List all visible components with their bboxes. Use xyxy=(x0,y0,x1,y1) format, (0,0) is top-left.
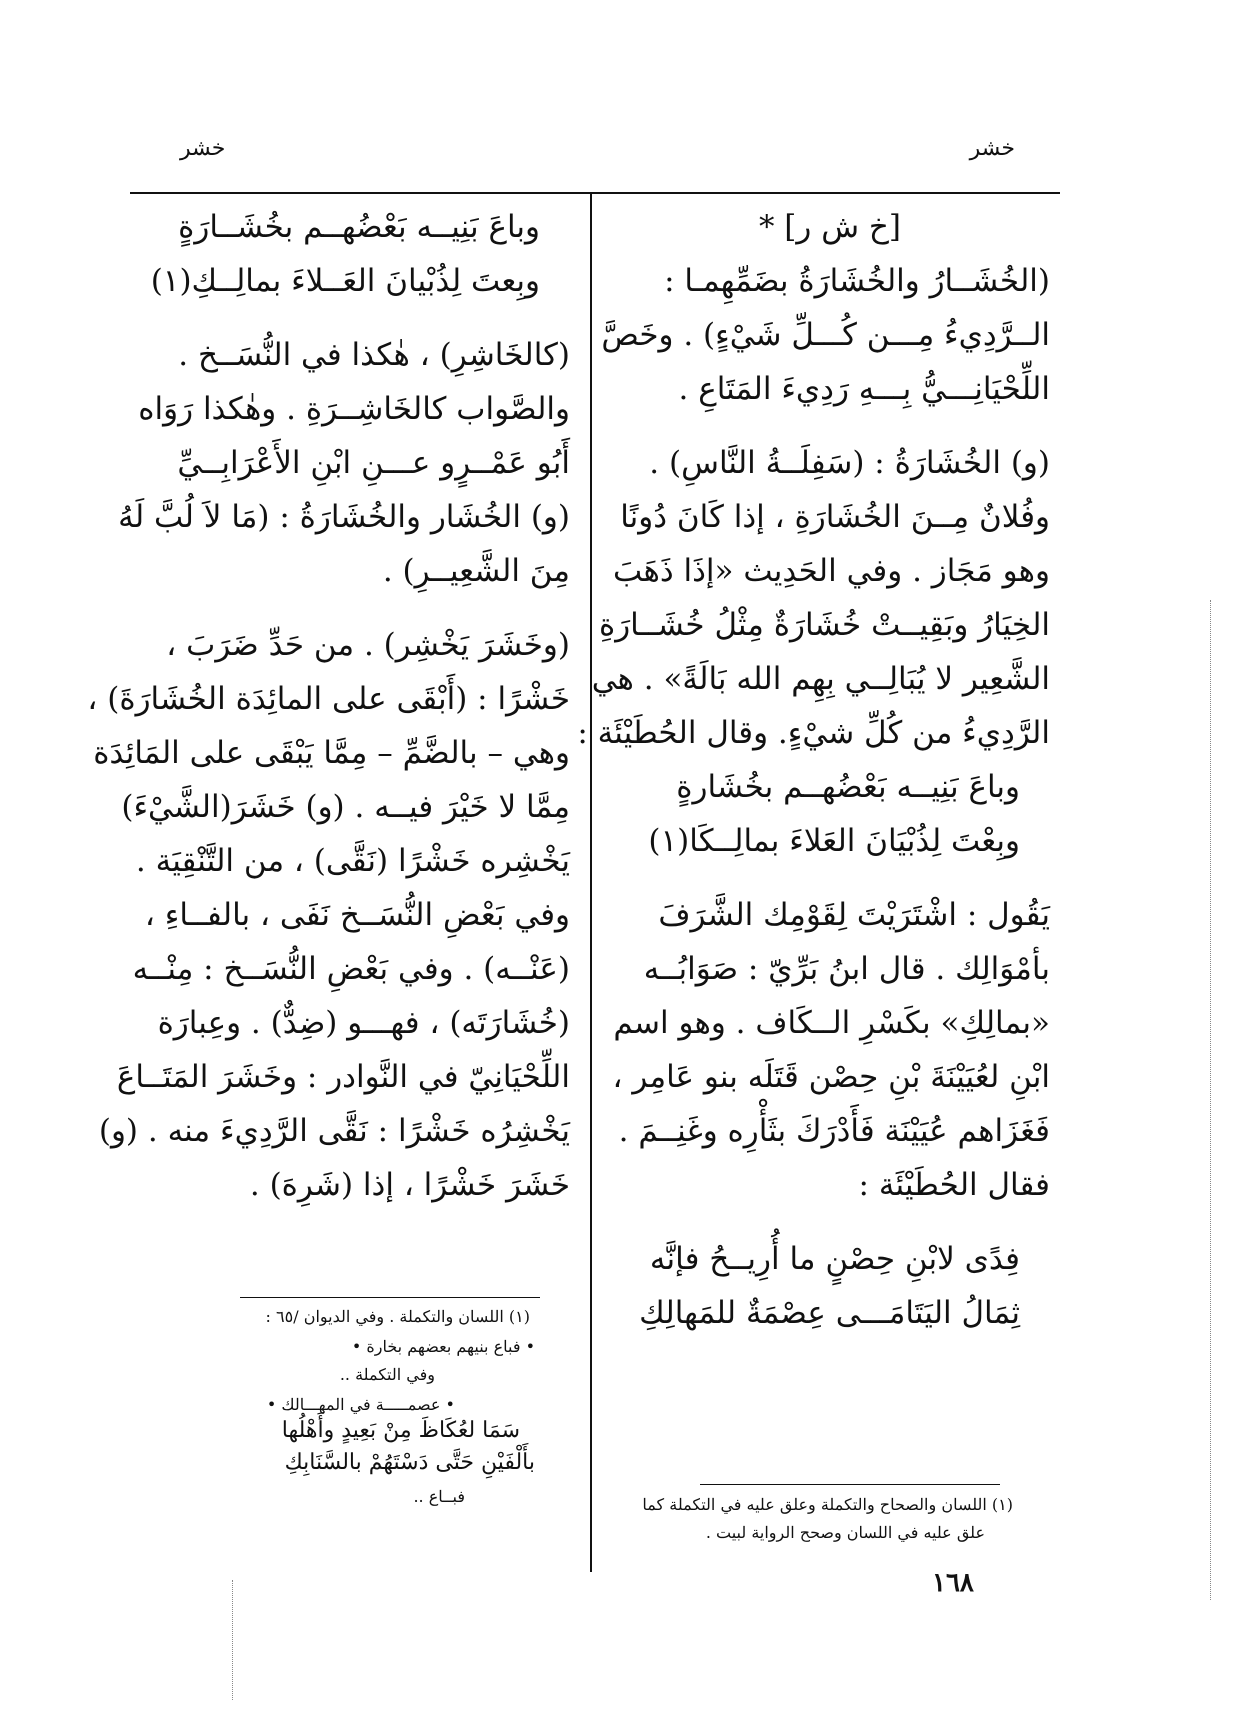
scan-artifact xyxy=(1210,600,1212,1600)
text-line: يَخْشِره خَشْرًا (نَقَّى) ، من التَّنْقِيَة . xyxy=(135,843,570,879)
footnote-left-line: بأَلْفَيْنِ حَتَّى دَسْتَهُمْ بالسَّنَابِكِ xyxy=(284,1450,535,1475)
text-line: خَشَرَ خَشْرًا ، إذا (شَرِهَ) . xyxy=(249,1167,570,1203)
text-line: فقال الحُطَيْئَة : xyxy=(858,1167,1050,1203)
text-line: (و) الخُشَارَةُ : (سَفِلَــةُ النَّاسِ) . xyxy=(649,445,1050,481)
text-line: وفُلانٌ مِــنَ الخُشَارَةِ ، إذا كَانَ دُونًا xyxy=(620,499,1050,535)
text-line: الرَّدِيءُ من كُلِّ شيْءٍ. وقال الحُطَيْئَة : xyxy=(577,715,1050,751)
header-rule xyxy=(130,192,1060,194)
text-line: وفي بَعْضِ النُّسَــخ نَفَى ، بالفــاءِ ، xyxy=(144,897,570,933)
column-divider xyxy=(590,192,592,1572)
text-line: (و) الخُشَار والخُشَارَةُ : (مَا لاَ لُبَّ لَهُ xyxy=(118,499,570,535)
text-line: وهي – بالضَّمِّ – مِمَّا يَبْقَى على المَائِدَة xyxy=(93,735,570,771)
text-line: (وخَشَرَ يَخْشِر) . من حَدِّ ضَرَبَ ، xyxy=(166,627,570,663)
text-line: الــرَّدِيءُ مِـــن كُـــلِّ شَيْءٍ) . وخَصَّ xyxy=(601,317,1050,353)
text-line: وهو مَجَاز . وفي الحَدِيث «إذَا ذَهَبَ xyxy=(613,553,1050,589)
footnote-left-line: سَمَا لعُكَاظَ مِنْ بَعِيدٍ وأَهْلُها xyxy=(281,1418,520,1443)
text-line: (الخُشَــارُ والخُشَارَةُ بضَمِّهِمـا : xyxy=(664,263,1050,299)
text-line: (عَنْــه) . وفي بَعْضِ النُّسَــخ : مِنْــه xyxy=(132,951,570,987)
footnote-rule-right xyxy=(700,1484,1000,1485)
verse-line: ثِمَالُ اليَتَامَـــى عِصْمَةٌ للمَهالِكِ xyxy=(639,1295,1020,1331)
text-line: يَقُول : اشْتَرَيْتَ لِقَوْمِك الشَّرَفَ xyxy=(658,897,1050,933)
right-column xyxy=(577,200,1050,1340)
footnote-left-line: (١) اللسان والتكملة . وفي الديوان /٦٥ : xyxy=(265,1307,530,1326)
footnote-right-line: علق عليه في اللسان وصحح الرواية لبيت . xyxy=(705,1523,985,1542)
footnote-left-line: • فباع بنيهم بعضهم بخارة • xyxy=(351,1337,535,1356)
text-line: (خُشَارَتَه) ، فهـــو (ضِدٌّ) . وعِبارَة xyxy=(157,1005,570,1041)
verse-line: وباعَ بَنِيــه بَعْضُهــم بخُشَارةٍ xyxy=(676,769,1020,805)
footnote-left-line: وفي التكملة .. xyxy=(339,1365,435,1384)
text-line: اللِّحْيَانِـــيُّ بِـــهِ رَدِيءَ المَتَاعِ . xyxy=(678,371,1050,407)
paragraph-gap xyxy=(110,598,570,618)
page-number: ١٦٨ xyxy=(932,1568,974,1598)
verse-line: فِدًى لابْنِ حِصْنٍ ما أُرِيــحُ فإنَّه xyxy=(649,1241,1020,1277)
paragraph-gap xyxy=(110,308,570,328)
text-line: يَخْشِرُه خَشْرًا : نَقَّى الرَّدِيءَ منه . (و) xyxy=(98,1113,570,1149)
text-line: مِنَ الشَّعِيــرِ) . xyxy=(382,553,570,589)
text-line: والصَّواب كالخَاشِــرَةِ . وهٰكذا رَوَاه xyxy=(138,391,570,427)
text-line: الشَّعِير لا يُبَالِــي بِهِم الله بَالَةً» . هي xyxy=(591,661,1050,697)
text-line: بأمْوَالِك . قال ابنُ بَرِّيّ : صَوَابُــه xyxy=(643,951,1050,987)
entry-head: [خ ش ر] * xyxy=(758,209,902,245)
text-line: (كالخَاشِرِ) ، هٰكذا في النُّسَــخ . xyxy=(178,337,570,373)
text-line: خَشْرًا : (أَبْقَى على المائِدَة الخُشَارَةَ) ، xyxy=(87,681,570,717)
text-line: أَبُو عَمْــرٍو عـــنِ ابْنِ الأَعْرَابِــيِّ xyxy=(177,445,570,481)
paragraph-gap xyxy=(610,1212,1050,1232)
text-line: الخِيَارُ وبَقِيــتْ خُشَارَةٌ مِثْلُ خُشَــارَةِ xyxy=(598,607,1050,643)
text-line: اللِّحْيَانِيّ في النَّوادر : وخَشَرَ المَتَــاعَ xyxy=(116,1059,570,1095)
verse-line: وبِعتَ لِذُبْيانَ العَــلاءَ بمالِــكِ(١) xyxy=(150,263,540,299)
left-column xyxy=(87,200,570,1212)
paragraph-gap xyxy=(610,416,1050,436)
paragraph-gap xyxy=(610,868,1050,888)
text-line: ابْنِ لعُيَيْنَةَ بْنِ حِصْن قَتَلَه بنو عَامِر ، xyxy=(612,1059,1050,1095)
text-line: «بمالِكِ» بكَسْرِ الــكَاف . وهو اسم xyxy=(613,1005,1050,1041)
text-line: فَغَزَاهم عُيَيْنَة فَأَدْرَكَ بثَأْرِه وغَنِــمَ . xyxy=(618,1113,1050,1149)
text-line: مِمَّا لا خَيْرَ فيــه . (و) خَشَرَ(الشَّيْءَ) xyxy=(121,789,570,825)
footnote-rule-left xyxy=(240,1297,540,1298)
running-header-left: خشر xyxy=(180,136,226,161)
verse-line: وباعَ بَنِيــه بَعْضُهــم بخُشَــارَةٍ xyxy=(178,209,540,245)
footnote-left-line: • عصمـــــة في المهـــالك • xyxy=(266,1395,455,1414)
footnote-left-line: فبــاع .. xyxy=(413,1487,465,1506)
footnote-right-line: (١) اللسان والصحاح والتكملة وعلق عليه في التكملة كما xyxy=(642,1495,1013,1514)
running-header-right: خشر xyxy=(969,136,1015,161)
scan-artifact xyxy=(232,1580,234,1700)
verse-line: وبِعْتَ لِذُبْيَانَ العَلاءَ بمالِــكَا(١) xyxy=(648,823,1020,859)
